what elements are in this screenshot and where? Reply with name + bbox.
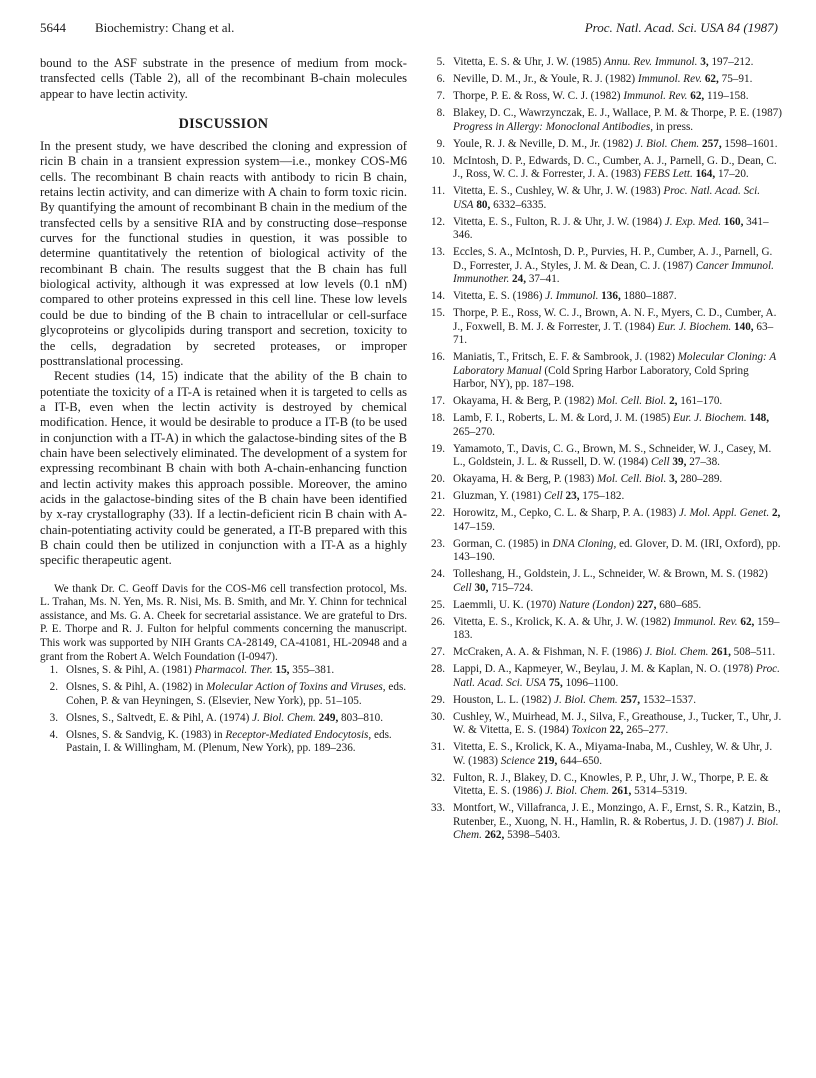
reference-pages: 355–381. xyxy=(289,664,335,677)
reference-volume: 80, xyxy=(473,198,491,211)
reference-pages: 197–212. xyxy=(708,56,754,68)
reference-authors: Vitetta, E. S., Krolick, K. A. & Uhr, J. W. (1982) xyxy=(453,615,674,628)
reference-authors: Okayama, H. & Berg, P. (1982) xyxy=(453,395,597,408)
reference-number: 15. xyxy=(431,307,445,320)
reference-volume: 3, xyxy=(666,473,678,486)
reference-pages: 37–41. xyxy=(526,273,560,286)
reference-pages: (Cold Spring Harbor Laboratory, Cold Spring Harbor, NY), pp. 187–198. xyxy=(453,364,749,391)
reference-number: 10. xyxy=(431,154,445,167)
reference-pages: 803–810. xyxy=(338,711,383,724)
reference-journal: J. Biol. Chem. xyxy=(635,137,700,150)
reference-item xyxy=(427,646,782,659)
reference-item xyxy=(40,729,407,756)
reference-journal: Eur. J. Biochem. xyxy=(673,412,747,425)
reference-authors: Montfort, W., Villafranca, J. E., Monzingo, A. F., Ernst, S. R., Katzin, B., Rutenber, E., Xuong, N. H., Hamlin, R. & Robertus, J. D. (1987) xyxy=(453,802,781,828)
reference-item xyxy=(427,507,782,534)
reference-authors: Olsnes, S. & Pihl, A. (1981) xyxy=(66,664,195,677)
reference-pages: 265–270. xyxy=(453,425,495,438)
reference-journal: J. Biol. Chem. xyxy=(545,785,609,798)
reference-item xyxy=(427,711,782,738)
reference-pages: 119–158. xyxy=(704,90,749,103)
reference-item xyxy=(427,538,782,565)
reference-authors: Thorpe, P. E., Ross, W. C. J., Brown, A. N. F., Myers, C. D., Cumber, A. J., Foxwell, B. M. J. & Forrester, J. T. (1984) xyxy=(453,307,777,333)
reference-volume: 30, xyxy=(471,581,489,594)
reference-journal: Proc. Natl. Acad. Sci. USA xyxy=(453,663,780,689)
reference-item xyxy=(427,473,782,486)
reference-pages: 265–277. xyxy=(623,724,669,737)
reference-item xyxy=(427,90,782,103)
reference-pages: ed. Glover, D. M. (IRI, Oxford), pp. 143–190. xyxy=(453,537,781,564)
reference-number: 5. xyxy=(436,56,445,68)
reference-authors: Lamb, F. I., Roberts, L. M. & Lord, J. M. (1985) xyxy=(453,412,674,425)
reference-volume: 148, xyxy=(746,412,770,425)
reference-volume: 257, xyxy=(699,137,722,150)
discussion-paragraph-2: Recent studies (14, 15) indicate that the ability of the B chain to potentiate the toxicity of a IT-A is retained when it is targeted to cells as a IT-B, even when the lectin activity is destroyed by chemical modification. Hence, it would be desirable to produce a IT-B (to be used in conjunction with a IT-A) in which the galactose-binding sites of the B chain have been selectively eliminated. The development of a system for expressing recombinant B chain with both A-chain-enhancing function and lectin activity makes this approach possible. Moreover, the amino acids in the galactose-binding sites of the B chain have been identified by x-ray crystallography (33). If a lectin-deficient ricin B chain with A-chain-potentiating activity could be generated, a IT-B prepared with this B chain could then be utilized in conjunction with a IT-A as a highly specific therapeutic agent. xyxy=(40,369,407,568)
reference-volume: 62, xyxy=(702,73,719,86)
reference-journal: Molecular Action of Toxins and Viruses, xyxy=(206,681,386,694)
reference-pages: 5314–5319. xyxy=(631,785,688,798)
reference-authors: Olsnes, S. & Sandvig, K. (1983) in xyxy=(66,728,226,741)
reference-number: 17. xyxy=(431,395,445,408)
left-column xyxy=(40,56,407,759)
reference-authors: Yamamoto, T., Davis, C. G., Brown, M. S., Schneider, W. J., Casey, M. L., Goldstein, J. L. & Russell, D. W. (1984) xyxy=(453,442,772,469)
reference-pages: 280–289. xyxy=(677,473,723,486)
reference-number: 24. xyxy=(431,568,445,581)
reference-number: 8. xyxy=(436,107,445,120)
reference-journal: J. Biol. Chem. xyxy=(644,646,709,659)
reference-journal: Immunol. Rev. xyxy=(637,73,703,86)
reference-authors: Olsnes, S., Saltvedt, E. & Pihl, A. (1974) xyxy=(66,711,253,724)
reference-journal: J. Biol. Chem. xyxy=(453,815,779,842)
reference-number: 7. xyxy=(436,90,445,103)
reference-journal: Proc. Natl. Acad. Sci. USA xyxy=(453,185,761,211)
reference-pages: 1598–1601. xyxy=(721,137,778,150)
reference-volume: 62, xyxy=(737,615,755,628)
reference-pages: 159–183. xyxy=(453,615,780,642)
reference-pages: 1096–1100. xyxy=(562,676,619,689)
reference-number: 30. xyxy=(431,710,445,723)
reference-number: 3. xyxy=(49,711,58,724)
reference-pages: 17–20. xyxy=(715,168,749,181)
reference-authors: Youle, R. J. & Neville, D. M., Jr. (1982) xyxy=(453,137,636,150)
reference-pages: 161–170. xyxy=(677,395,723,408)
reference-item xyxy=(427,216,782,243)
reference-journal: Science xyxy=(500,754,535,767)
reference-item xyxy=(427,138,782,151)
reference-number: 14. xyxy=(431,290,445,303)
reference-item xyxy=(427,155,782,182)
reference-volume: 15, xyxy=(272,664,290,677)
reference-journal: J. Biol. Chem. xyxy=(252,711,316,724)
reference-pages: 5398–5403. xyxy=(504,829,561,842)
reference-pages: eds. Cohen, P. & van Heyningen, S. (Elsevier, New York), pp. 51–105. xyxy=(66,681,407,707)
reference-volume: 261, xyxy=(708,646,731,659)
reference-journal: Cell xyxy=(453,581,472,594)
reference-item xyxy=(427,772,782,799)
reference-journal: Cell xyxy=(650,456,670,469)
reference-authors: Tolleshang, H., Goldstein, J. L., Schneider, W. & Brown, M. S. (1982) xyxy=(453,568,768,581)
reference-item xyxy=(427,73,782,86)
reference-item xyxy=(427,307,782,347)
reference-volume: 160, xyxy=(721,215,744,228)
reference-item xyxy=(427,351,782,391)
reference-volume: 261, xyxy=(608,785,632,798)
section-heading-discussion: DISCUSSION xyxy=(178,116,269,133)
reference-authors: McCraken, A. A. & Fishman, N. F. (1986) xyxy=(453,646,645,659)
reference-item xyxy=(427,56,782,69)
reference-authors: Lappi, D. A., Kapmeyer, W., Beylau, J. M. & Kaplan, N. O. (1978) xyxy=(453,663,756,676)
reference-journal: Cancer Immunol. Immunother. xyxy=(453,259,774,286)
reference-journal: Immunol. Rev. xyxy=(673,615,738,628)
reference-number: 19. xyxy=(431,442,445,455)
reference-authors: Gluzman, Y. (1981) xyxy=(453,490,545,503)
reference-number: 11. xyxy=(431,185,445,198)
reference-authors: Eccles, S. A., McIntosh, D. P., Purvies, H. P., Cumber, A. J., Parnell, G. D., Forrester, J. A., Styles, J. M. & Dean, C. J. (1987) xyxy=(453,246,773,272)
reference-authors: Okayama, H. & Berg, P. (1983) xyxy=(453,473,597,486)
reference-journal: Mol. Cell. Biol. xyxy=(596,473,667,486)
reference-journal: Annu. Rev. Immunol. xyxy=(604,56,698,68)
reference-journal: Eur. J. Biochem. xyxy=(657,320,732,333)
reference-volume: 164, xyxy=(692,168,716,181)
reference-number: 9. xyxy=(436,137,445,150)
reference-journal: Mol. Cell. Biol. xyxy=(596,395,667,408)
reference-pages: in press. xyxy=(653,120,694,133)
reference-pages: 1880–1887. xyxy=(620,290,677,303)
reference-number: 21. xyxy=(431,490,445,503)
reference-authors: Vitetta, E. S., Krolick, K. A., Miyama-Inaba, M., Cushley, W. & Uhr, J. W. (1983) xyxy=(453,741,773,767)
reference-journal: Immunol. Rev. xyxy=(623,90,688,103)
reference-item xyxy=(427,395,782,408)
reference-volume: 140, xyxy=(731,320,754,333)
reference-journal: J. Biol. Chem. xyxy=(554,693,618,706)
reference-item xyxy=(40,664,407,677)
reference-volume: 262, xyxy=(481,829,505,842)
reference-journal: J. Mol. Appl. Genet. xyxy=(678,507,770,520)
reference-pages: 63–71. xyxy=(453,320,774,347)
reference-list-left xyxy=(40,664,407,756)
reference-item xyxy=(427,663,782,690)
reference-number: 32. xyxy=(431,771,445,784)
reference-volume: 62, xyxy=(687,90,705,103)
reference-authors: Thorpe, P. E. & Ross, W. C. J. (1982) xyxy=(453,90,624,103)
reference-list-right xyxy=(427,56,782,843)
reference-pages: 680–685. xyxy=(656,598,702,611)
reference-pages: 715–724. xyxy=(488,581,534,594)
reference-authors: Fulton, R. J., Blakey, D. C., Knowles, P. P., Uhr, J. W., Thorpe, P. E. & Vitetta, E. S. (1986) xyxy=(453,771,769,798)
reference-number: 6. xyxy=(436,73,445,86)
reference-journal: Pharmacol. Ther. xyxy=(194,664,273,677)
reference-number: 25. xyxy=(431,598,445,611)
reference-number: 27. xyxy=(431,646,445,659)
reference-number: 16. xyxy=(431,351,445,364)
reference-volume: 249, xyxy=(315,711,339,724)
reference-journal: Nature (London) xyxy=(558,598,635,611)
reference-pages: eds. Pastain, I. & Willingham, M. (Plenum, New York), pp. 189–236. xyxy=(66,728,392,755)
reference-number: 1. xyxy=(49,664,58,677)
reference-number: 31. xyxy=(431,741,445,754)
reference-volume: 39, xyxy=(669,456,687,469)
reference-pages: 1532–1537. xyxy=(640,693,697,706)
reference-authors: Vitetta, E. S., Fulton, R. J. & Uhr, J. W. (1984) xyxy=(453,215,665,228)
reference-number: 28. xyxy=(431,663,445,676)
reference-volume: 3, xyxy=(697,56,709,68)
reference-pages: 6332–6335. xyxy=(490,198,547,211)
results-continuation: bound to the ASF substrate in the presence of medium from mock-transfected cells (Table 2), all of the recombinant B-chain molecules appear to have lectin activity. xyxy=(40,56,407,101)
reference-pages: 175–182. xyxy=(579,490,625,503)
reference-item xyxy=(427,802,782,842)
reference-pages: 147–159. xyxy=(453,520,495,533)
reference-authors: Maniatis, T., Fritsch, E. F. & Sambrook, J. (1982) xyxy=(453,351,678,364)
reference-volume: 75, xyxy=(546,676,563,689)
reference-journal: Progress in Allergy: Monoclonal Antibodies, xyxy=(453,120,654,133)
reference-number: 20. xyxy=(431,473,445,486)
reference-journal: DNA Cloning, xyxy=(552,537,617,550)
acknowledgment: We thank Dr. C. Geoff Davis for the COS-M6 cell transfection protocol, Ms. L. Trahan, Ms. N. Yen, Ms. R. Nisi, Ms. B. Smith, and Mr. Y. Chinn for technical assistance, and Ms. G. A. Cheek for secretarial assistance. We are grateful to Drs. P. E. Thorpe and R. J. Fulton for helpful comments concerning the manuscript. This work was supported by NIH Grants CA-28149, CA-41081, HL-20948 and a grant from the Robert A. Welch Foundation (I-0947). xyxy=(40,582,407,663)
reference-volume: 257, xyxy=(617,693,641,706)
reference-item xyxy=(427,246,782,286)
reference-journal: J. Immunol. xyxy=(545,290,599,303)
reference-item xyxy=(427,185,782,212)
reference-number: 18. xyxy=(431,412,445,425)
reference-authors: Gorman, C. (1985) in xyxy=(453,537,553,550)
reference-authors: Laemmli, U. K. (1970) xyxy=(453,598,559,611)
reference-volume: 23, xyxy=(562,490,580,503)
reference-volume: 227, xyxy=(634,598,657,611)
reference-number: 23. xyxy=(431,537,445,550)
reference-item xyxy=(427,616,782,643)
page-number: 5644 xyxy=(40,20,66,35)
reference-pages: 508–511. xyxy=(730,646,776,659)
reference-volume: 24, xyxy=(509,273,527,286)
reference-authors: Vitetta, E. S. (1986) xyxy=(453,290,546,303)
running-head: Biochemistry: Chang et al. xyxy=(95,20,235,35)
reference-authors: McIntosh, D. P., Edwards, D. C., Cumber, A. J., Parnell, G. D., Dean, C. J., Ross, W. C. J. & Forrester, J. A. (1983) xyxy=(453,154,777,181)
reference-number: 26. xyxy=(431,615,445,628)
reference-item xyxy=(427,290,782,303)
reference-journal: Receptor-Mediated Endocytosis, xyxy=(225,728,372,741)
reference-number: 2. xyxy=(49,681,58,694)
reference-authors: Vitetta, E. S., Cushley, W. & Uhr, J. W. (1983) xyxy=(453,185,664,198)
reference-item xyxy=(427,568,782,595)
reference-volume: 2, xyxy=(666,395,678,408)
reference-authors: Neville, D. M., Jr., & Youle, R. J. (1982) xyxy=(453,73,638,86)
reference-authors: Cushley, W., Muirhead, M. J., Silva, F., Greathouse, J., Tucker, T., Uhr, J. W. & Vitetta, E. S. (1984) xyxy=(453,710,782,737)
reference-journal: J. Exp. Med. xyxy=(664,215,721,228)
reference-number: 33. xyxy=(431,802,445,815)
reference-number: 13. xyxy=(431,246,445,259)
reference-item xyxy=(427,443,782,470)
reference-item xyxy=(40,712,407,725)
page-header xyxy=(40,20,778,40)
reference-pages: 644–650. xyxy=(557,754,603,767)
reference-pages: 75–91. xyxy=(718,73,753,86)
reference-authors: Vitetta, E. S. & Uhr, J. W. (1985) xyxy=(453,56,605,68)
reference-item xyxy=(427,694,782,707)
reference-number: 12. xyxy=(431,215,445,228)
reference-volume: 136, xyxy=(598,290,621,303)
reference-number: 22. xyxy=(431,507,445,520)
reference-journal: FEBS Lett. xyxy=(643,168,693,181)
reference-item xyxy=(427,599,782,612)
reference-item xyxy=(427,107,782,134)
reference-item xyxy=(427,741,782,768)
reference-journal: Cell xyxy=(544,490,563,503)
journal-citation: Proc. Natl. Acad. Sci. USA 84 (1987) xyxy=(584,20,778,35)
reference-journal: Molecular Cloning: A Laboratory Manual xyxy=(453,351,777,377)
reference-volume: 219, xyxy=(534,754,558,767)
right-column xyxy=(427,56,782,846)
reference-pages: 27–38. xyxy=(686,456,720,469)
reference-authors: Horowitz, M., Cepko, C. L. & Sharp, P. A. (1983) xyxy=(453,507,679,520)
reference-authors: Houston, L. L. (1982) xyxy=(453,693,554,706)
reference-item xyxy=(40,681,407,708)
discussion-paragraph-1: In the present study, we have described the cloning and expression of ricin B chain in a transient expression system—i.e., monkey COS-M6 cells. The recombinant B chain reacts with antibody to ricin B chain, retains lectin activity, and can dimerize with A chain to form toxic ricin. By quantifying the amount of recombinant B chain in the medium of the transfected cells by a sensitive RIA and by constructing dose–response curves for the functional studies in question, it was possible to determine quantitatively the retention of biological activity of the recombinant B chain. The results suggest that the B chain has full biological activity, although it was expressed at low levels (0.1 nM) compared to other proteins expressed in this cell line. These low levels could be due to binding of the B chain to intracellular or cell-surface glycoproteins or glycolipids during transport and secretion, toxicity to the cells, degradation by secreted proteases, or improper posttranslational processing. xyxy=(40,139,407,368)
reference-pages: 341–346. xyxy=(453,215,769,242)
reference-authors: Blakey, D. C., Wawrzynczak, E. J., Wallace, P. M. & Thorpe, P. E. (1987) xyxy=(453,107,782,120)
reference-number: 4. xyxy=(49,728,58,741)
reference-number: 29. xyxy=(431,693,445,706)
reference-item xyxy=(427,490,782,503)
reference-item xyxy=(427,412,782,439)
reference-volume: 22, xyxy=(606,724,624,737)
reference-volume: 2, xyxy=(769,507,781,520)
reference-authors: Olsnes, S. & Pihl, A. (1982) in xyxy=(66,681,207,694)
reference-journal: Toxicon xyxy=(571,724,607,737)
